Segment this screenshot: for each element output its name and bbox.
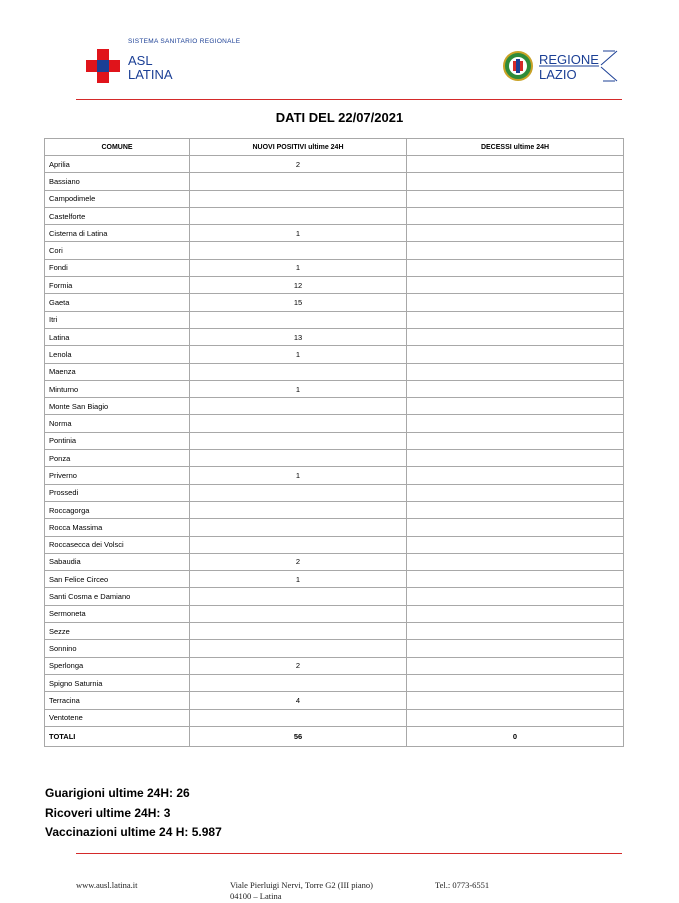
cell-decessi [407, 415, 624, 432]
cell-decessi [407, 536, 624, 553]
cell-comune: Ventotene [45, 709, 190, 726]
cell-positivi [190, 588, 407, 605]
red-cross-icon [86, 49, 120, 83]
cell-positivi [190, 363, 407, 380]
cell-decessi [407, 173, 624, 190]
cell-comune: Castelforte [45, 207, 190, 224]
table-header-row [45, 139, 624, 156]
cell-positivi [190, 450, 407, 467]
cell-comune: Priverno [45, 467, 190, 484]
table-row [45, 259, 624, 276]
cell-decessi [407, 623, 624, 640]
cell-positivi [190, 605, 407, 622]
total-decessi: 0 [407, 726, 624, 746]
table-row [45, 225, 624, 242]
cell-decessi [407, 588, 624, 605]
cell-decessi [407, 277, 624, 294]
cell-comune: Lenola [45, 346, 190, 363]
cell-decessi [407, 553, 624, 570]
table-row [45, 519, 624, 536]
cell-positivi: 2 [190, 657, 407, 674]
cell-positivi: 1 [190, 259, 407, 276]
cell-decessi [407, 294, 624, 311]
table-row [45, 294, 624, 311]
lazio-name-line2: LAZIO [539, 67, 577, 82]
table-row [45, 190, 624, 207]
total-positivi: 56 [190, 726, 407, 746]
cell-positivi [190, 415, 407, 432]
cell-decessi [407, 259, 624, 276]
cell-comune: Sperlonga [45, 657, 190, 674]
cell-decessi [407, 398, 624, 415]
cell-comune: Formia [45, 277, 190, 294]
cell-comune: Cisterna di Latina [45, 225, 190, 242]
cell-decessi [407, 674, 624, 691]
asl-latina-logo [86, 38, 246, 88]
table-row [45, 467, 624, 484]
total-row [45, 726, 624, 746]
table-row [45, 415, 624, 432]
cell-positivi [190, 173, 407, 190]
table-row [45, 277, 624, 294]
cell-positivi: 2 [190, 156, 407, 173]
cell-positivi [190, 640, 407, 657]
cell-comune: Roccasecca dei Volsci [45, 536, 190, 553]
table-row [45, 328, 624, 345]
cell-decessi [407, 605, 624, 622]
table-row [45, 536, 624, 553]
table-row [45, 640, 624, 657]
table-row [45, 173, 624, 190]
cell-positivi: 12 [190, 277, 407, 294]
table-row [45, 588, 624, 605]
asl-tagline: SISTEMA SANITARIO REGIONALE [128, 38, 241, 45]
table-row [45, 380, 624, 397]
asl-name-line2: LATINA [128, 67, 173, 82]
cell-positivi: 15 [190, 294, 407, 311]
cell-decessi [407, 363, 624, 380]
cell-comune: Ponza [45, 450, 190, 467]
guarigioni-summary: Guarigioni ultime 24H: 26 [45, 786, 190, 800]
table-row [45, 501, 624, 518]
cell-positivi: 1 [190, 571, 407, 588]
column-header-comune: COMUNE [45, 139, 190, 156]
cell-decessi [407, 242, 624, 259]
cell-positivi: 13 [190, 328, 407, 345]
cell-positivi [190, 207, 407, 224]
footer-website[interactable]: www.ausl.latina.it [76, 880, 138, 890]
cell-positivi [190, 709, 407, 726]
cell-decessi [407, 450, 624, 467]
asl-name-line1: ASL [128, 53, 153, 68]
cell-decessi [407, 571, 624, 588]
cell-comune: Fondi [45, 259, 190, 276]
column-header-positivi: NUOVI POSITIVI ultime 24H [190, 139, 407, 156]
table-row [45, 674, 624, 691]
cell-decessi [407, 501, 624, 518]
page-title: DATI DEL 22/07/2021 [275, 110, 404, 125]
cell-decessi [407, 692, 624, 709]
cell-comune: Prossedi [45, 484, 190, 501]
cell-positivi [190, 484, 407, 501]
cell-decessi [407, 467, 624, 484]
table-row [45, 346, 624, 363]
table-row [45, 692, 624, 709]
footer-address [230, 880, 373, 902]
cell-positivi [190, 311, 407, 328]
table-row [45, 432, 624, 449]
cell-comune: Monte San Biagio [45, 398, 190, 415]
cell-comune: Maenza [45, 363, 190, 380]
cell-comune: Campodimele [45, 190, 190, 207]
cell-positivi: 1 [190, 467, 407, 484]
cell-decessi [407, 380, 624, 397]
cell-decessi [407, 156, 624, 173]
cell-comune: Sabaudia [45, 553, 190, 570]
cell-comune: Latina [45, 328, 190, 345]
cell-positivi: 2 [190, 553, 407, 570]
table-row [45, 398, 624, 415]
cell-positivi [190, 674, 407, 691]
table-row [45, 623, 624, 640]
vaccinazioni-summary: Vaccinazioni ultime 24 H: 5.987 [45, 825, 222, 839]
cell-comune: Bassiano [45, 173, 190, 190]
cell-decessi [407, 328, 624, 345]
cell-comune: San Felice Circeo [45, 571, 190, 588]
cell-positivi [190, 519, 407, 536]
footer-phone: Tel.: 0773-6551 [435, 880, 490, 890]
cell-comune: Aprilia [45, 156, 190, 173]
cell-comune: Sermoneta [45, 605, 190, 622]
cell-comune: Rocca Massima [45, 519, 190, 536]
ricoveri-summary: Ricoveri ultime 24H: 3 [45, 806, 171, 820]
cell-decessi [407, 709, 624, 726]
cell-decessi [407, 225, 624, 242]
table-row [45, 484, 624, 501]
cell-comune: Roccagorga [45, 501, 190, 518]
table-row [45, 242, 624, 259]
cell-positivi: 1 [190, 380, 407, 397]
total-label: TOTALI [45, 726, 190, 746]
cell-comune: Spigno Saturnia [45, 674, 190, 691]
table-row [45, 450, 624, 467]
cell-positivi: 1 [190, 346, 407, 363]
cell-comune: Santi Cosma e Damiano [45, 588, 190, 605]
cell-positivi [190, 398, 407, 415]
cell-decessi [407, 519, 624, 536]
page-header [0, 0, 679, 100]
covid-data-table [44, 138, 624, 747]
table-row [45, 709, 624, 726]
table-row [45, 311, 624, 328]
cell-comune: Cori [45, 242, 190, 259]
footer-address-line1: Viale Pierluigi Nervi, Torre G2 (III piano) [230, 880, 373, 890]
table-row [45, 605, 624, 622]
cell-decessi [407, 190, 624, 207]
cell-comune: Sonnino [45, 640, 190, 657]
cell-comune: Terracina [45, 692, 190, 709]
lazio-name-line1: REGIONE [539, 52, 599, 67]
table-row [45, 207, 624, 224]
header-divider [76, 99, 622, 100]
cell-positivi: 1 [190, 225, 407, 242]
cell-decessi [407, 311, 624, 328]
cell-comune: Gaeta [45, 294, 190, 311]
column-header-decessi: DECESSI ultime 24H [407, 139, 624, 156]
cell-positivi [190, 190, 407, 207]
cell-comune: Itri [45, 311, 190, 328]
footer-address-line2: 04100 – Latina [230, 891, 282, 901]
table-row [45, 553, 624, 570]
cell-positivi [190, 242, 407, 259]
cell-comune: Pontinia [45, 432, 190, 449]
cell-comune: Norma [45, 415, 190, 432]
cell-decessi [407, 657, 624, 674]
cell-decessi [407, 346, 624, 363]
cell-positivi: 4 [190, 692, 407, 709]
cell-positivi [190, 623, 407, 640]
cell-decessi [407, 640, 624, 657]
regione-lazio-logo [503, 49, 623, 85]
footer-divider [76, 853, 622, 854]
cell-positivi [190, 501, 407, 518]
cell-comune: Sezze [45, 623, 190, 640]
lazio-emblem-icon [503, 50, 533, 82]
cell-positivi [190, 536, 407, 553]
table-row [45, 571, 624, 588]
table-row [45, 156, 624, 173]
cell-decessi [407, 207, 624, 224]
cell-decessi [407, 484, 624, 501]
cell-positivi [190, 432, 407, 449]
table-row [45, 363, 624, 380]
cell-decessi [407, 432, 624, 449]
cell-comune: Minturno [45, 380, 190, 397]
table-row [45, 657, 624, 674]
